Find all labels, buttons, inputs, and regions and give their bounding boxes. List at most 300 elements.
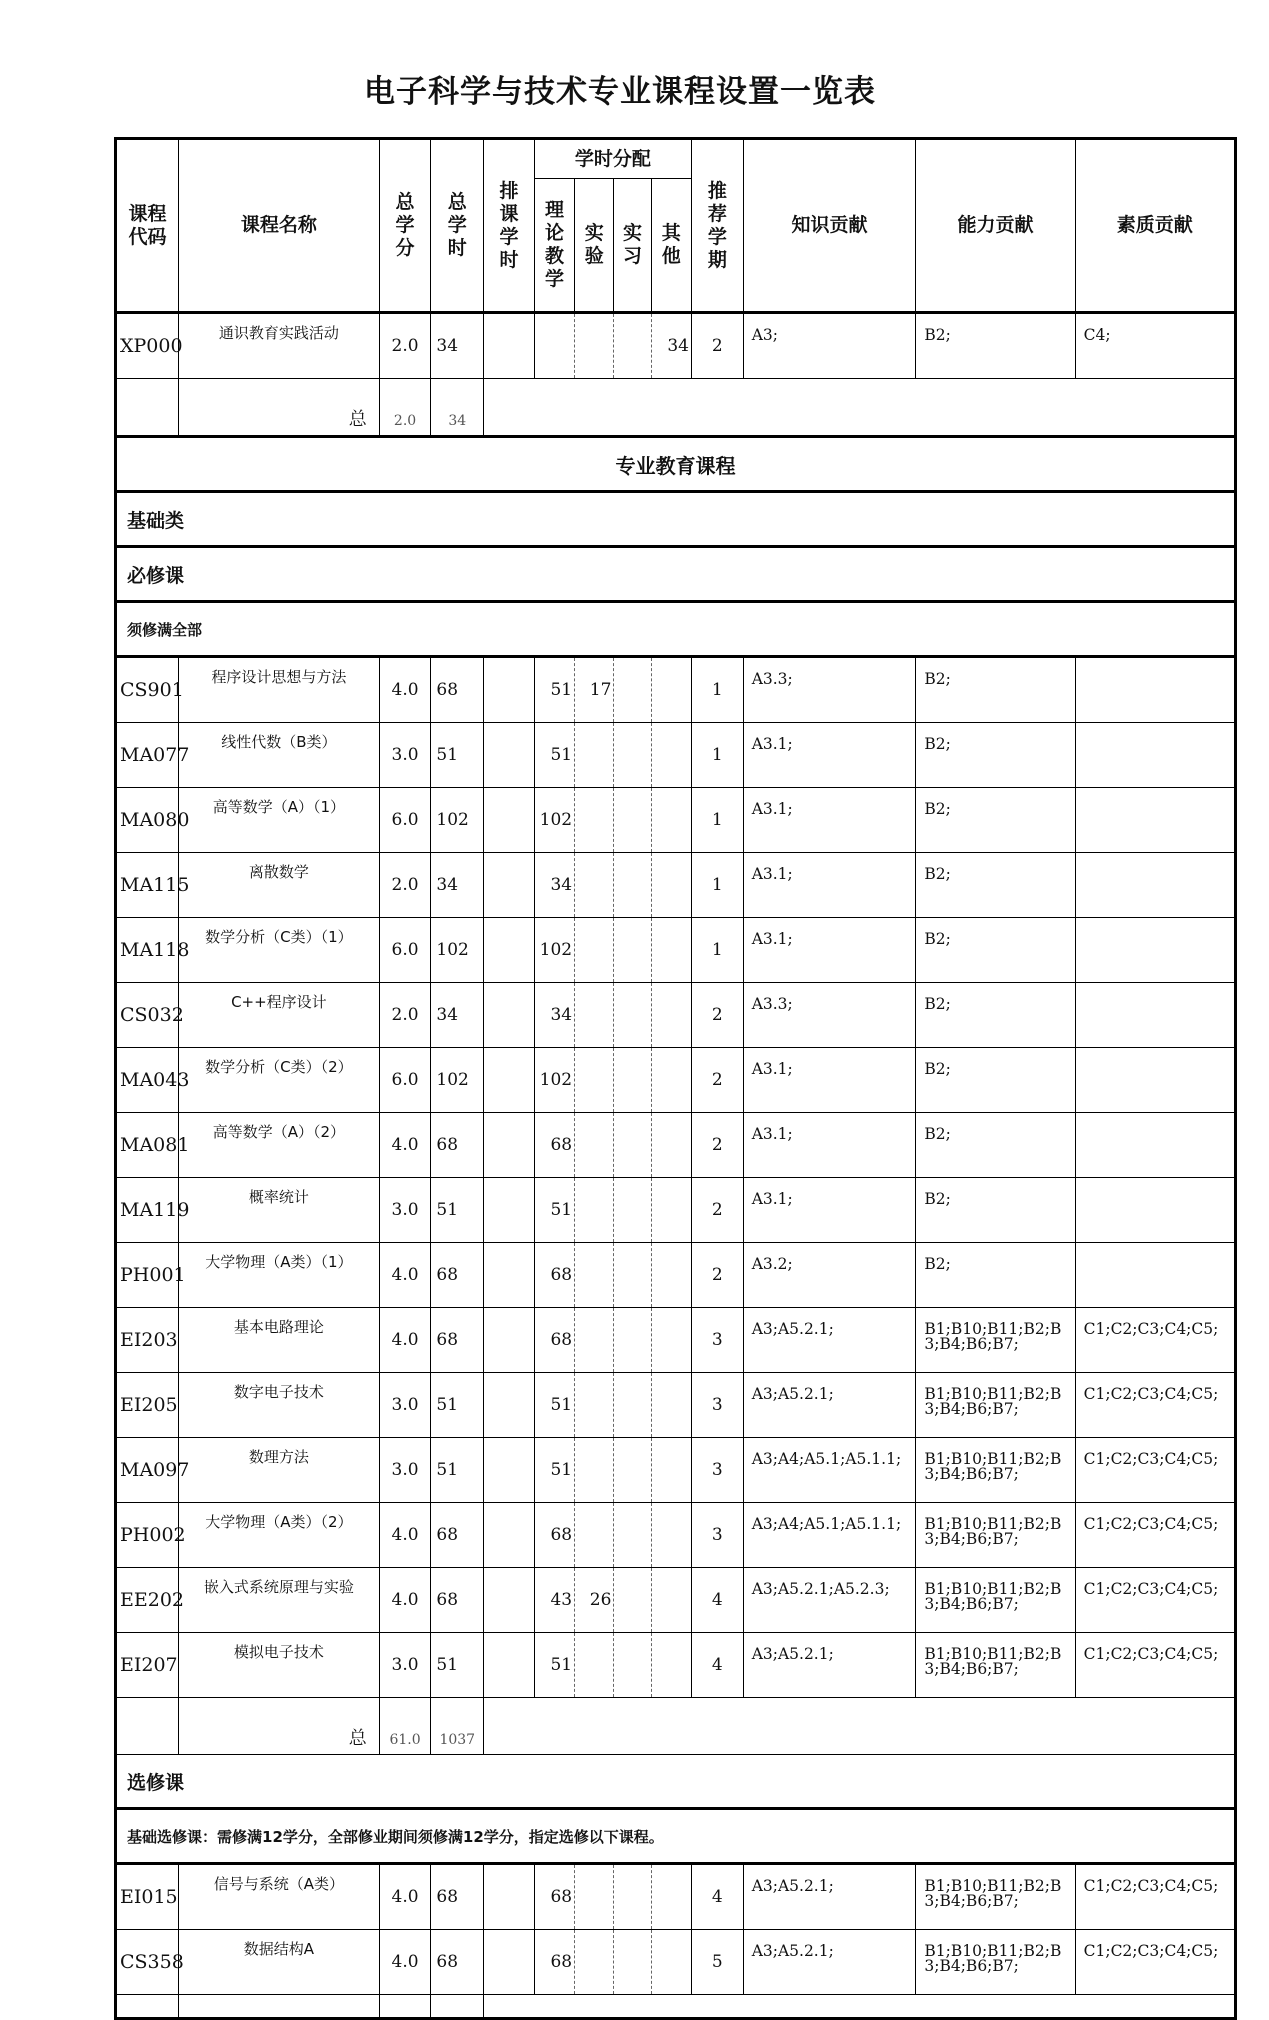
course-credits: 4.0 <box>379 657 431 723</box>
table-row <box>116 657 1236 723</box>
course-name: 概率统计 <box>179 1178 380 1243</box>
course-lab-hours <box>575 788 614 853</box>
course-other-hours <box>651 853 691 918</box>
course-code: CS901 <box>116 657 179 723</box>
course-theory-hours: 51 <box>534 723 574 788</box>
course-lab-hours <box>575 1178 614 1243</box>
course-name: 数学分析（C类）（2） <box>179 1048 380 1113</box>
course-other-hours <box>651 788 691 853</box>
course-theory-hours: 51 <box>534 1438 574 1503</box>
course-other-hours <box>651 1568 691 1633</box>
total-spacer <box>116 379 179 437</box>
course-semester: 3 <box>691 1503 743 1568</box>
course-credits: 3.0 <box>379 1633 431 1698</box>
table-row <box>116 1308 1236 1373</box>
table-row <box>116 1048 1236 1113</box>
course-credits: 2.0 <box>379 313 431 379</box>
course-credits: 3.0 <box>379 1373 431 1438</box>
table-row <box>116 1113 1236 1178</box>
course-code: MA119 <box>116 1178 179 1243</box>
total-rest <box>484 379 1236 437</box>
course-theory-hours: 68 <box>534 1243 574 1308</box>
course-semester: 2 <box>691 313 743 379</box>
course-other-hours <box>651 723 691 788</box>
total-credits: 2.0 <box>379 379 431 437</box>
elective-label: 选修课 <box>116 1755 1236 1809</box>
course-lab-hours <box>575 1373 614 1438</box>
course-credits: 6.0 <box>379 1048 431 1113</box>
header-credits: 总学分 <box>379 139 431 313</box>
table-row <box>116 1373 1236 1438</box>
course-scheduled-hours <box>484 313 535 379</box>
course-knowledge: A3.3; <box>743 657 916 723</box>
course-practice-hours <box>614 313 651 379</box>
course-knowledge: A3;A5.2.1; <box>743 1633 916 1698</box>
course-ability: B2; <box>916 1178 1075 1243</box>
course-scheduled-hours <box>484 853 535 918</box>
total-hours: 1037 <box>431 1698 484 1755</box>
course-knowledge: A3;A5.2.1; <box>743 1373 916 1438</box>
course-code: EE202 <box>116 1568 179 1633</box>
course-credits: 3.0 <box>379 1438 431 1503</box>
course-name: 大学物理（A类）（1） <box>179 1243 380 1308</box>
course-lab-hours <box>575 1113 614 1178</box>
course-hours: 51 <box>431 1373 484 1438</box>
total-label: 总 <box>179 1698 380 1755</box>
course-credits: 4.0 <box>379 1503 431 1568</box>
course-practice-hours <box>614 1438 651 1503</box>
course-semester: 4 <box>691 1633 743 1698</box>
total-credits: 61.0 <box>379 1698 431 1755</box>
course-credits: 4.0 <box>379 1864 431 1930</box>
course-practice-hours <box>614 853 651 918</box>
course-lab-hours: 26 <box>575 1568 614 1633</box>
course-semester: 3 <box>691 1373 743 1438</box>
table-header <box>116 139 1236 313</box>
course-quality: C1;C2;C3;C4;C5; <box>1075 1438 1235 1503</box>
course-knowledge: A3;A5.2.1; <box>743 1864 916 1930</box>
course-lab-hours <box>575 1503 614 1568</box>
course-practice-hours <box>614 723 651 788</box>
elective-label-row <box>116 1755 1236 1809</box>
course-practice-hours <box>614 1178 651 1243</box>
course-hours: 51 <box>431 1438 484 1503</box>
course-hours: 68 <box>431 657 484 723</box>
course-lab-hours <box>575 918 614 983</box>
header-name: 课程名称 <box>179 139 380 313</box>
course-other-hours <box>651 1243 691 1308</box>
header-ability: 能力贡献 <box>916 139 1075 313</box>
course-credits: 4.0 <box>379 1113 431 1178</box>
course-ability: B1;B10;B11;B2;B3;B4;B6;B7; <box>916 1503 1075 1568</box>
course-scheduled-hours <box>484 1503 535 1568</box>
header-quality: 素质贡献 <box>1075 139 1235 313</box>
table-row <box>116 1243 1236 1308</box>
course-other-hours <box>651 1930 691 1995</box>
course-hours: 51 <box>431 1178 484 1243</box>
course-knowledge: A3.2; <box>743 1243 916 1308</box>
course-scheduled-hours <box>484 1048 535 1113</box>
page-title: 电子科学与技术专业课程设置一览表 <box>364 74 876 110</box>
table-row <box>116 1930 1236 1995</box>
course-ability: B1;B10;B11;B2;B3;B4;B6;B7; <box>916 1373 1075 1438</box>
course-ability: B2; <box>916 1113 1075 1178</box>
course-knowledge: A3.1; <box>743 918 916 983</box>
course-code: MA081 <box>116 1113 179 1178</box>
course-other-hours: 34 <box>651 313 691 379</box>
course-semester: 2 <box>691 1243 743 1308</box>
course-quality: C1;C2;C3;C4;C5; <box>1075 1864 1235 1930</box>
course-quality: C1;C2;C3;C4;C5; <box>1075 1633 1235 1698</box>
course-scheduled-hours <box>484 1113 535 1178</box>
course-practice-hours <box>614 1930 651 1995</box>
course-scheduled-hours <box>484 1568 535 1633</box>
empty-cell <box>116 1995 179 2019</box>
course-practice-hours <box>614 1113 651 1178</box>
course-knowledge: A3; <box>743 313 916 379</box>
header-code: 课程代码 <box>116 139 179 313</box>
table-row <box>116 1503 1236 1568</box>
table-row <box>116 313 1236 379</box>
course-ability: B2; <box>916 657 1075 723</box>
course-practice-hours <box>614 983 651 1048</box>
course-credits: 3.0 <box>379 1178 431 1243</box>
course-quality <box>1075 1048 1235 1113</box>
header-other: 其他 <box>651 179 691 313</box>
course-code: MA080 <box>116 788 179 853</box>
course-practice-hours <box>614 1568 651 1633</box>
course-quality <box>1075 1178 1235 1243</box>
required-note-row <box>116 602 1236 657</box>
course-practice-hours <box>614 1864 651 1930</box>
course-practice-hours <box>614 1243 651 1308</box>
total-spacer <box>116 1698 179 1755</box>
course-semester: 1 <box>691 788 743 853</box>
header-allocation: 学时分配 <box>534 139 691 179</box>
table-row <box>116 1438 1236 1503</box>
course-other-hours <box>651 1178 691 1243</box>
empty-cell <box>379 1995 431 2019</box>
course-knowledge: A3;A4;A5.1;A5.1.1; <box>743 1438 916 1503</box>
required-label-row <box>116 547 1236 602</box>
course-code: MA097 <box>116 1438 179 1503</box>
course-quality <box>1075 1243 1235 1308</box>
course-quality <box>1075 918 1235 983</box>
course-hours: 68 <box>431 1503 484 1568</box>
course-knowledge: A3.1; <box>743 723 916 788</box>
course-knowledge: A3;A5.2.1;A5.2.3; <box>743 1568 916 1633</box>
course-ability: B2; <box>916 918 1075 983</box>
course-semester: 2 <box>691 1048 743 1113</box>
course-name: 模拟电子技术 <box>179 1633 380 1698</box>
course-code: EI207 <box>116 1633 179 1698</box>
course-semester: 1 <box>691 657 743 723</box>
course-code: XP000 <box>116 313 179 379</box>
course-lab-hours <box>575 983 614 1048</box>
course-practice-hours <box>614 1048 651 1113</box>
category-title: 基础类 <box>116 492 1236 547</box>
course-theory-hours: 43 <box>534 1568 574 1633</box>
course-practice-hours <box>614 1373 651 1438</box>
table-row <box>116 1864 1236 1930</box>
course-credits: 4.0 <box>379 1308 431 1373</box>
course-ability: B2; <box>916 1243 1075 1308</box>
course-semester: 3 <box>691 1308 743 1373</box>
course-code: MA115 <box>116 853 179 918</box>
header-hours: 总学时 <box>431 139 484 313</box>
course-knowledge: A3;A5.2.1; <box>743 1308 916 1373</box>
course-ability: B2; <box>916 723 1075 788</box>
course-credits: 4.0 <box>379 1568 431 1633</box>
course-lab-hours <box>575 1243 614 1308</box>
course-quality <box>1075 983 1235 1048</box>
course-ability: B1;B10;B11;B2;B3;B4;B6;B7; <box>916 1864 1075 1930</box>
table-row <box>116 1568 1236 1633</box>
course-hours: 68 <box>431 1113 484 1178</box>
course-name: 大学物理（A类）（2） <box>179 1503 380 1568</box>
course-other-hours <box>651 657 691 723</box>
course-credits: 4.0 <box>379 1930 431 1995</box>
course-quality: C4; <box>1075 313 1235 379</box>
course-lab-hours: 17 <box>575 657 614 723</box>
course-quality <box>1075 723 1235 788</box>
table-row <box>116 1178 1236 1243</box>
course-scheduled-hours <box>484 1243 535 1308</box>
course-hours: 51 <box>431 723 484 788</box>
course-theory-hours: 51 <box>534 657 574 723</box>
course-credits: 6.0 <box>379 788 431 853</box>
header-semester: 推荐学期 <box>691 139 743 313</box>
course-quality: C1;C2;C3;C4;C5; <box>1075 1308 1235 1373</box>
course-theory-hours: 68 <box>534 1113 574 1178</box>
course-theory-hours: 51 <box>534 1178 574 1243</box>
course-practice-hours <box>614 918 651 983</box>
course-knowledge: A3.3; <box>743 983 916 1048</box>
header-knowledge: 知识贡献 <box>743 139 916 313</box>
section-title: 专业教育课程 <box>116 437 1236 492</box>
total-hours: 34 <box>431 379 484 437</box>
course-other-hours <box>651 1503 691 1568</box>
empty-cell <box>179 1995 380 2019</box>
course-name: 高等数学（A）（1） <box>179 788 380 853</box>
table-body <box>116 313 1236 2019</box>
course-name: 数据结构A <box>179 1930 380 1995</box>
course-hours: 68 <box>431 1243 484 1308</box>
course-code: MA118 <box>116 918 179 983</box>
course-code: PH002 <box>116 1503 179 1568</box>
course-ability: B2; <box>916 313 1075 379</box>
course-semester: 5 <box>691 1930 743 1995</box>
course-name: C++程序设计 <box>179 983 380 1048</box>
total-row <box>116 379 1236 437</box>
course-theory-hours: 51 <box>534 1373 574 1438</box>
course-scheduled-hours <box>484 1633 535 1698</box>
course-scheduled-hours <box>484 918 535 983</box>
course-hours: 34 <box>431 983 484 1048</box>
course-quality: C1;C2;C3;C4;C5; <box>1075 1930 1235 1995</box>
course-ability: B1;B10;B11;B2;B3;B4;B6;B7; <box>916 1568 1075 1633</box>
course-scheduled-hours <box>484 723 535 788</box>
course-other-hours <box>651 1048 691 1113</box>
course-semester: 2 <box>691 1178 743 1243</box>
course-code: CS032 <box>116 983 179 1048</box>
table-row <box>116 1633 1236 1698</box>
course-practice-hours <box>614 657 651 723</box>
course-theory-hours <box>534 313 574 379</box>
course-hours: 68 <box>431 1568 484 1633</box>
course-scheduled-hours <box>484 1373 535 1438</box>
header-theory: 理论教学 <box>534 179 574 313</box>
course-practice-hours <box>614 1308 651 1373</box>
course-code: EI205 <box>116 1373 179 1438</box>
course-knowledge: A3.1; <box>743 1178 916 1243</box>
course-quality <box>1075 657 1235 723</box>
empty-row <box>116 1995 1236 2019</box>
course-name: 线性代数（B类） <box>179 723 380 788</box>
section-title-row <box>116 437 1236 492</box>
course-ability: B1;B10;B11;B2;B3;B4;B6;B7; <box>916 1633 1075 1698</box>
course-credits: 2.0 <box>379 983 431 1048</box>
course-name: 离散数学 <box>179 853 380 918</box>
table-row <box>116 723 1236 788</box>
course-knowledge: A3.1; <box>743 1048 916 1113</box>
course-name: 信号与系统（A类） <box>179 1864 380 1930</box>
table-row <box>116 853 1236 918</box>
course-other-hours <box>651 1633 691 1698</box>
course-name: 高等数学（A）（2） <box>179 1113 380 1178</box>
course-knowledge: A3.1; <box>743 1113 916 1178</box>
course-knowledge: A3;A4;A5.1;A5.1.1; <box>743 1503 916 1568</box>
course-hours: 102 <box>431 1048 484 1113</box>
course-code: EI015 <box>116 1864 179 1930</box>
course-hours: 68 <box>431 1864 484 1930</box>
course-code: CS358 <box>116 1930 179 1995</box>
course-theory-hours: 68 <box>534 1503 574 1568</box>
course-name: 基本电路理论 <box>179 1308 380 1373</box>
course-scheduled-hours <box>484 1864 535 1930</box>
course-knowledge: A3.1; <box>743 788 916 853</box>
course-lab-hours <box>575 723 614 788</box>
course-name: 数学分析（C类）（1） <box>179 918 380 983</box>
course-ability: B2; <box>916 1048 1075 1113</box>
required-label: 必修课 <box>116 547 1236 602</box>
course-theory-hours: 102 <box>534 1048 574 1113</box>
course-semester: 2 <box>691 1113 743 1178</box>
category-title-row <box>116 492 1236 547</box>
course-practice-hours <box>614 1633 651 1698</box>
course-credits: 4.0 <box>379 1243 431 1308</box>
course-name: 嵌入式系统原理与实验 <box>179 1568 380 1633</box>
course-hours: 102 <box>431 788 484 853</box>
course-hours: 68 <box>431 1930 484 1995</box>
total-row <box>116 1698 1236 1755</box>
course-name: 数理方法 <box>179 1438 380 1503</box>
course-credits: 2.0 <box>379 853 431 918</box>
table-row <box>116 983 1236 1048</box>
course-table <box>114 137 1237 2020</box>
course-name: 通识教育实践活动 <box>179 313 380 379</box>
elective-note-row <box>116 1809 1236 1864</box>
course-scheduled-hours <box>484 1438 535 1503</box>
course-semester: 1 <box>691 723 743 788</box>
total-rest <box>484 1698 1236 1755</box>
course-other-hours <box>651 918 691 983</box>
course-semester: 4 <box>691 1864 743 1930</box>
course-other-hours <box>651 1308 691 1373</box>
course-hours: 34 <box>431 313 484 379</box>
course-knowledge: A3;A5.2.1; <box>743 1930 916 1995</box>
course-other-hours <box>651 1438 691 1503</box>
course-lab-hours <box>575 1048 614 1113</box>
course-ability: B2; <box>916 788 1075 853</box>
course-quality: C1;C2;C3;C4;C5; <box>1075 1373 1235 1438</box>
course-theory-hours: 68 <box>534 1308 574 1373</box>
course-theory-hours: 51 <box>534 1633 574 1698</box>
course-quality: C1;C2;C3;C4;C5; <box>1075 1503 1235 1568</box>
elective-note: 基础选修课：需修满12学分，全部修业期间须修满12学分，指定选修以下课程。 <box>116 1809 1236 1864</box>
course-ability: B2; <box>916 983 1075 1048</box>
course-semester: 3 <box>691 1438 743 1503</box>
course-lab-hours <box>575 1633 614 1698</box>
header-lab: 实验 <box>575 179 614 313</box>
course-code: PH001 <box>116 1243 179 1308</box>
course-scheduled-hours <box>484 983 535 1048</box>
course-other-hours <box>651 1113 691 1178</box>
course-lab-hours <box>575 1308 614 1373</box>
course-lab-hours <box>575 853 614 918</box>
course-ability: B1;B10;B11;B2;B3;B4;B6;B7; <box>916 1308 1075 1373</box>
course-theory-hours: 102 <box>534 788 574 853</box>
course-other-hours <box>651 1373 691 1438</box>
course-ability: B2; <box>916 853 1075 918</box>
course-scheduled-hours <box>484 1308 535 1373</box>
course-scheduled-hours <box>484 1930 535 1995</box>
course-practice-hours <box>614 1503 651 1568</box>
course-other-hours <box>651 1864 691 1930</box>
course-credits: 3.0 <box>379 723 431 788</box>
course-credits: 6.0 <box>379 918 431 983</box>
course-hours: 34 <box>431 853 484 918</box>
course-ability: B1;B10;B11;B2;B3;B4;B6;B7; <box>916 1438 1075 1503</box>
course-scheduled-hours <box>484 1178 535 1243</box>
course-quality <box>1075 853 1235 918</box>
table-row <box>116 788 1236 853</box>
course-other-hours <box>651 983 691 1048</box>
course-ability: B1;B10;B11;B2;B3;B4;B6;B7; <box>916 1930 1075 1995</box>
course-quality: C1;C2;C3;C4;C5; <box>1075 1568 1235 1633</box>
empty-cell <box>431 1995 484 2019</box>
required-note: 须修满全部 <box>116 602 1236 657</box>
course-hours: 102 <box>431 918 484 983</box>
total-label: 总 <box>179 379 380 437</box>
course-quality <box>1075 1113 1235 1178</box>
course-semester: 1 <box>691 853 743 918</box>
course-code: EI203 <box>116 1308 179 1373</box>
table-row <box>116 918 1236 983</box>
course-theory-hours: 102 <box>534 918 574 983</box>
course-theory-hours: 34 <box>534 853 574 918</box>
course-name: 程序设计思想与方法 <box>179 657 380 723</box>
course-lab-hours <box>575 1864 614 1930</box>
course-theory-hours: 68 <box>534 1864 574 1930</box>
course-practice-hours <box>614 788 651 853</box>
course-theory-hours: 68 <box>534 1930 574 1995</box>
course-semester: 4 <box>691 1568 743 1633</box>
course-semester: 1 <box>691 918 743 983</box>
course-hours: 68 <box>431 1308 484 1373</box>
course-lab-hours <box>575 1438 614 1503</box>
course-semester: 2 <box>691 983 743 1048</box>
